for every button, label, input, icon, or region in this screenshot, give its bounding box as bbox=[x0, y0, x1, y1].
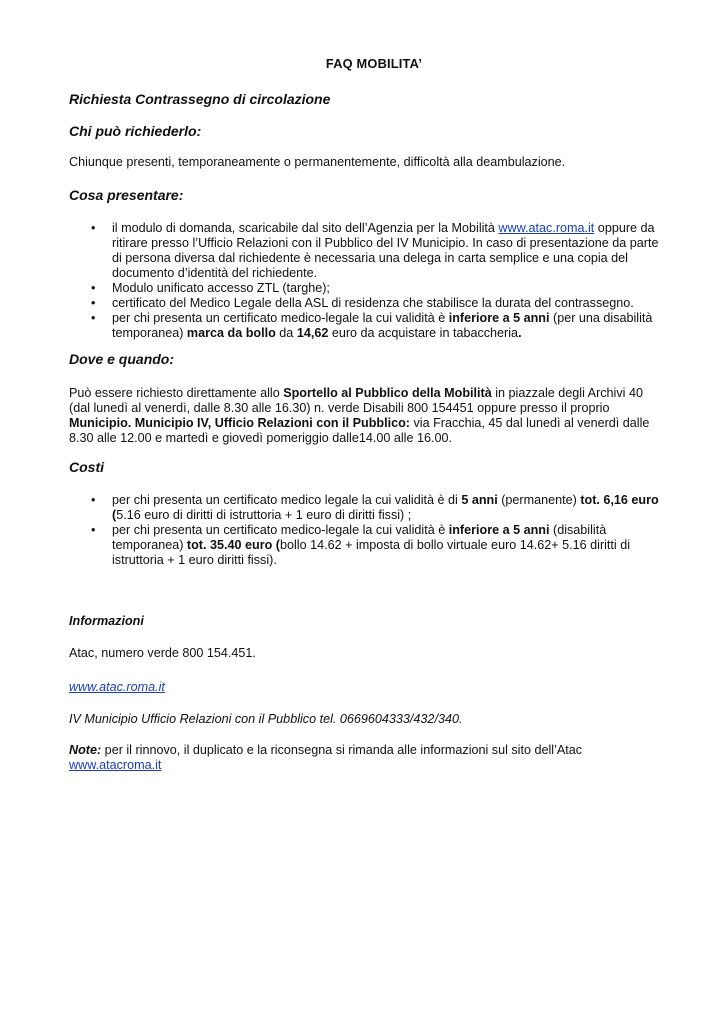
item-text: Modulo unificato accesso ZTL (targhe); bbox=[112, 281, 330, 295]
item-text: il modulo di domanda, scaricabile dal sito dell’Agenzia per la Mobilità bbox=[112, 221, 499, 235]
item-text: certificato del Medico Legale della ASL di residenza che stabilisce la durata del contrassegno. bbox=[112, 296, 634, 310]
cost-text: (disabilità temporanea) bbox=[112, 523, 607, 552]
bullet-icon: • bbox=[91, 523, 96, 537]
costs-heading: Costi bbox=[69, 459, 104, 475]
info-municipio: IV Municipio Ufficio Relazioni con il Pubblico tel. 0669604333/432/340. bbox=[69, 712, 463, 726]
bullet-icon: • bbox=[91, 493, 96, 507]
info-atac-link[interactable]: www.atac.roma.it bbox=[69, 680, 165, 694]
page-title: FAQ MOBILITA’ bbox=[325, 56, 423, 71]
costs-list bbox=[69, 493, 669, 568]
item-text: oppure da ritirare presso l’Ufficio Relazioni con il Pubblico del IV Municipio. In caso di presentazione da parte di persona diversa dal richiedente è necessaria una delega in carta semplice e una copia del documento d’identità del richiedente. bbox=[112, 221, 659, 280]
item-text: da bbox=[275, 326, 297, 340]
where-text bbox=[69, 386, 661, 446]
list-item bbox=[69, 523, 669, 568]
item-text-bold: . bbox=[518, 326, 522, 340]
bullet-icon: • bbox=[91, 296, 96, 310]
sportello-label: Sportello al Pubblico della Mobilità bbox=[283, 386, 492, 400]
cost-text-bold: 5 anni bbox=[461, 493, 498, 507]
item-text-bold: marca da bollo bbox=[186, 326, 276, 340]
cost-text: per chi presenta un certificato medico legale la cui validità è di bbox=[112, 493, 462, 507]
info-note bbox=[69, 743, 669, 773]
cost-text: bollo 14.62 + imposta di bollo virtuale euro 14.62+ 5.16 diritti di istruttoria + 1 euro diritti fissi). bbox=[112, 538, 631, 567]
main-heading: Richiesta Contrassegno di circolazione bbox=[69, 91, 331, 107]
cost-text: 5.16 euro di diritti di istruttoria + 1 euro di diritti fissi) ; bbox=[116, 508, 412, 522]
cost-text-bold: inferiore a 5 anni bbox=[448, 523, 550, 537]
where-heading: Dove e quando: bbox=[69, 351, 175, 367]
who-text: Chiunque presenti, temporaneamente o permanentemente, difficoltà alla deambulazione. bbox=[69, 155, 566, 169]
where-text-part: via Fracchia, 45 dal lunedì al venerdì dalle 8.30 alle 12.00 e martedì e giovedì pomeriggio dalle14.00 alle 16.00. bbox=[69, 416, 650, 445]
who-heading: Chi può richiederlo: bbox=[69, 123, 202, 139]
cost-text: (permanente) bbox=[497, 493, 581, 507]
list-item bbox=[69, 493, 669, 523]
atac-link[interactable]: www.atac.roma.it bbox=[498, 221, 595, 235]
item-text: per chi presenta un certificato medico-legale la cui validità è bbox=[112, 311, 449, 325]
where-text-part: Può essere richiesto direttamente allo bbox=[69, 386, 284, 400]
list-item bbox=[69, 281, 669, 296]
cost-total: tot. 35.40 euro ( bbox=[186, 538, 280, 552]
info-phone: Atac, numero verde 800 154.451. bbox=[69, 646, 256, 660]
item-text-bold: inferiore a 5 anni bbox=[448, 311, 550, 325]
info-heading: Informazioni bbox=[69, 614, 144, 628]
bullet-icon: • bbox=[91, 311, 96, 325]
municipio-label: Municipio. Municipio IV, Ufficio Relazioni con il Pubblico: bbox=[69, 416, 410, 430]
note-text: per il rinnovo, il duplicato e la riconsegna si rimanda alle informazioni sul sito dell’Atac bbox=[101, 743, 583, 757]
note-label: Note: bbox=[69, 743, 102, 757]
bullet-icon: • bbox=[91, 281, 96, 295]
list-item bbox=[69, 311, 669, 341]
where-text-part: in piazzale degli Archivi 40 (dal lunedì al venerdì, dalle 8.30 alle 16.30) n. verde Disabili 800 154451 oppure presso il proprio bbox=[69, 386, 643, 415]
item-text: euro da acquistare in tabaccheria bbox=[328, 326, 519, 340]
requirements-list bbox=[69, 221, 669, 341]
what-heading: Cosa presentare: bbox=[69, 187, 184, 203]
list-item bbox=[69, 296, 669, 311]
item-text: (per una disabilità temporanea) bbox=[112, 311, 653, 340]
note-atac-link[interactable]: www.atacroma.it bbox=[69, 758, 162, 772]
item-text-bold: 14,62 bbox=[296, 326, 329, 340]
cost-text: per chi presenta un certificato medico-legale la cui validità è bbox=[112, 523, 449, 537]
bullet-icon: • bbox=[91, 221, 96, 235]
list-item bbox=[69, 221, 669, 281]
cost-total: tot. 6,16 euro ( bbox=[112, 493, 659, 522]
